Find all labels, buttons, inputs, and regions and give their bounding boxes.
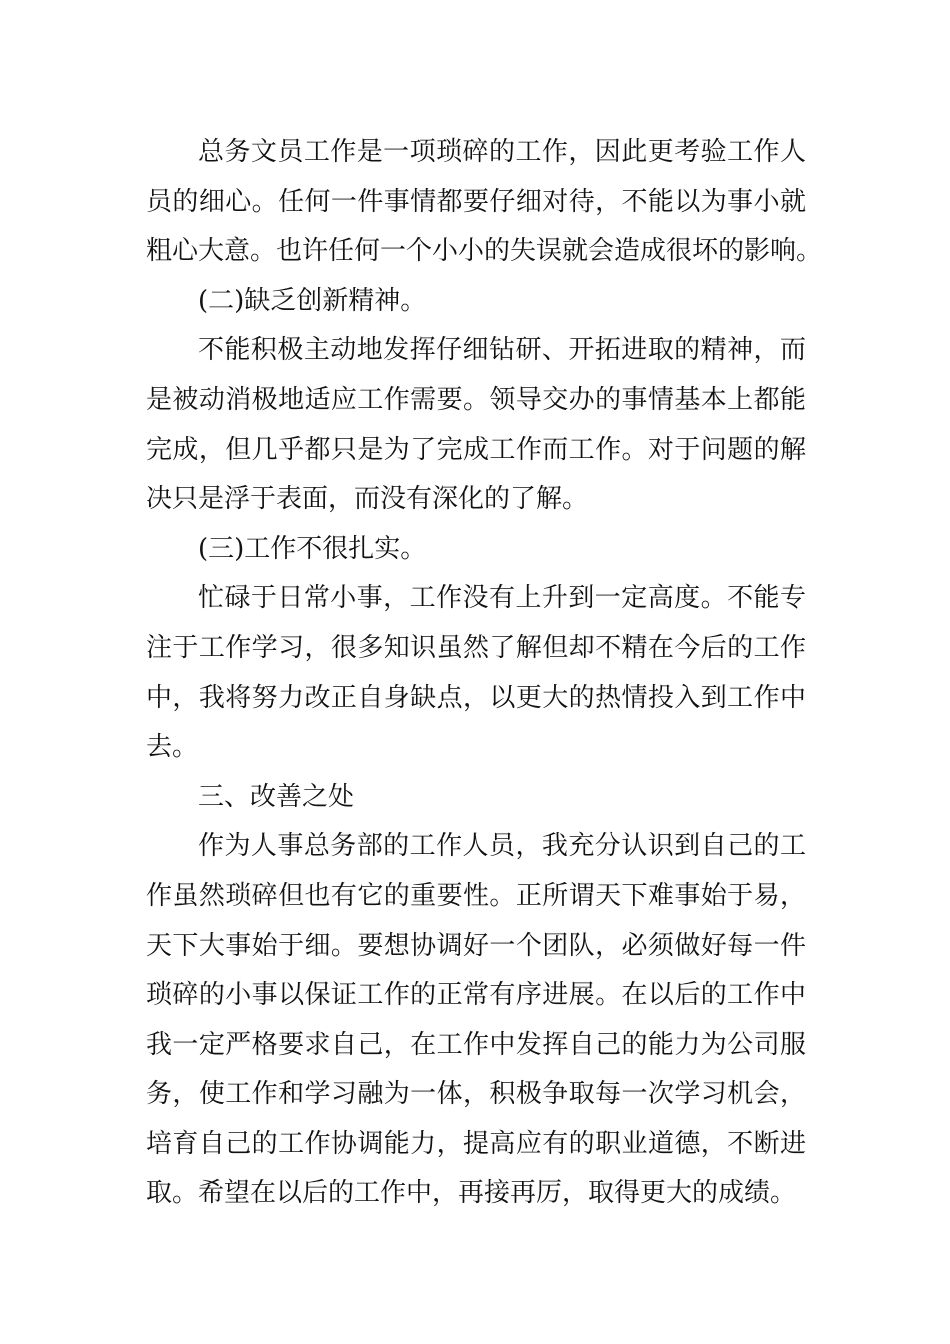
paragraph-line: 决只是浮于表面，而没有深化的了解。 [146, 484, 589, 515]
paragraph-line: 取。希望在以后的工作中，再接再厉，取得更大的成绩。 [146, 1178, 797, 1209]
paragraph-line: 作为人事总务部的工作人员，我充分认识到自己的工 [198, 831, 806, 862]
paragraph-line: 务，使工作和学习融为一体，积极争取每一次学习机会， [146, 1079, 806, 1110]
paragraph-line: 粗心大意。也许任何一个小小的失误就会造成很坏的影响。 [146, 236, 823, 267]
paragraph-line: 总务文员工作是一项琐碎的工作，因此更考验工作人 [198, 137, 806, 167]
paragraph-line: 是被动消极地适应工作需要。领导交办的事情基本上都能 [146, 384, 806, 415]
section-heading: 三、改善之处 [198, 781, 355, 812]
paragraph-line: 完成，但几乎都只是为了完成工作而工作。对于问题的解 [146, 434, 806, 465]
document-body [146, 128, 823, 1219]
paragraph-line: 忙碌于日常小事，工作没有上升到一定高度。不能专 [198, 583, 806, 614]
paragraph-line: 作虽然琐碎但也有它的重要性。正所谓天下难事始于易， [146, 880, 806, 911]
paragraph-line: 琐碎的小事以保证工作的正常有序进展。在以后的工作中 [146, 980, 806, 1011]
section-heading: (三)工作不很扎实。 [198, 533, 427, 564]
paragraph-line: 不能积极主动地发挥仔细钻研、开拓进取的精神，而 [198, 335, 806, 366]
paragraph-line: 培育自己的工作协调能力，提高应有的职业道德，不断进 [146, 1128, 806, 1159]
section-heading: (二)缺乏创新精神。 [198, 285, 427, 316]
paragraph-line: 去。 [146, 732, 199, 763]
paragraph-line: 天下大事始于细。要想协调好一个团队，必须做好每一件 [146, 930, 806, 961]
paragraph-line: 注于工作学习，很多知识虽然了解但却不精在今后的工作 [146, 632, 806, 663]
paragraph-line: 我一定严格要求自己，在工作中发挥自己的能力为公司服 [146, 1029, 806, 1060]
paragraph-line: 员的细心。任何一件事情都要仔细对待，不能以为事小就 [146, 186, 806, 217]
paragraph-line: 中，我将努力改正自身缺点，以更大的热情投入到工作中 [146, 682, 806, 713]
